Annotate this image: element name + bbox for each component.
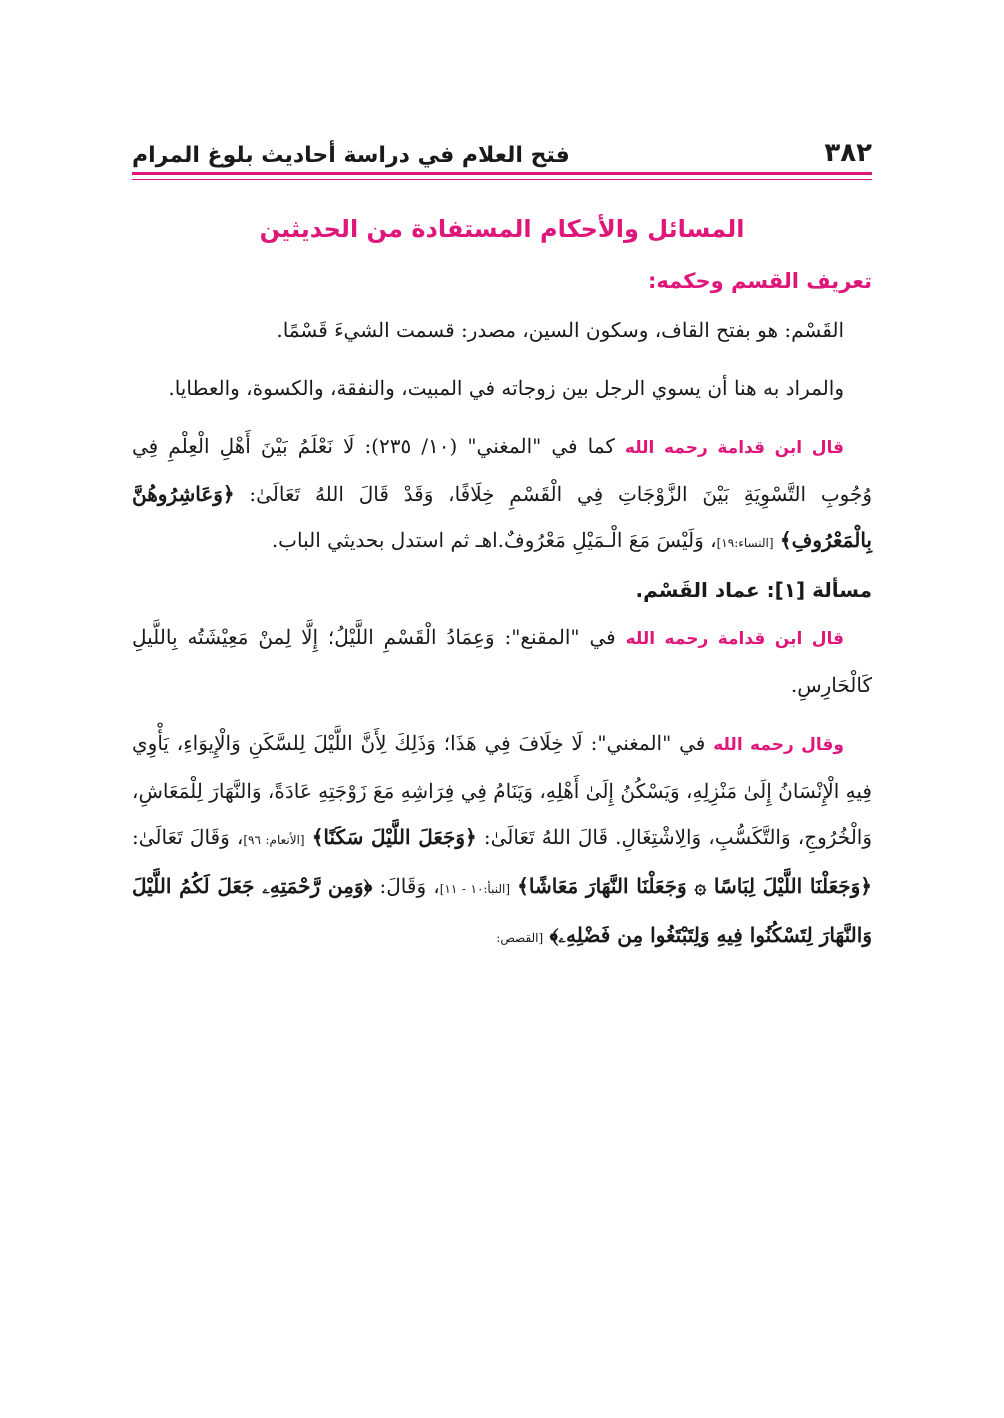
paragraph-ibn-qudama-muqni — [132, 614, 872, 708]
masala-heading — [132, 578, 872, 602]
subheading-definition: تعريف القسم وحكمه: — [648, 269, 872, 293]
verse-reference: [الأنعام: ٩٦] — [243, 833, 305, 847]
header-rule-thin — [132, 179, 872, 180]
page-header — [132, 128, 872, 168]
paragraph-definition: القَسْم: هو بفتح القاف، وسكون السين، مصدر: قسمت الشيءَ قَسْمًا. — [276, 318, 844, 342]
book-title: فتح العلام في دراسة أحاديث بلوغ المرام — [132, 143, 570, 168]
section-title: المسائل والأحكام المستفادة من الحديثين — [259, 215, 745, 243]
quran-verse: ﴿وَعَاشِرُوهُنَّ بِالْمَعْرُوفِ﴾ — [132, 482, 872, 552]
verse-reference: [النبأ:١٠ - ١١] — [439, 882, 511, 896]
speaker-label: قال ابن قدامة رحمه الله — [625, 629, 845, 649]
header-rule-thick — [132, 172, 872, 175]
quote-text: ، وَقَالَ: — [372, 874, 440, 898]
quote-text: ، وَلَيْسَ مَعَ الْـمَيْلِ مَعْرُوفٌ.اهـ ثم استدل بحديثي الباب. — [271, 528, 717, 552]
paragraph-ibn-qudama-mughni — [132, 423, 872, 566]
quran-verse: ﴿وَمِن رَّحْمَتِهِۦ جَعَلَ لَكُمُ اللَّيْلَ وَالنَّهَارَ لِتَسْكُنُوا فِيهِ وَلِتَبْتَغُوا مِن فَضْلِهِۦ﴾ — [132, 874, 872, 947]
quote-text: في "المغني": لَا خِلَافَ فِي هَذَا؛ وَذَلِكَ لِأَنَّ اللَّيْلَ لِلسَّكَنِ وَالْإِيوَاءِ، يَأْوِي فِيهِ الْإِنْسَانُ إِلَىٰ مَنْزِلِهِ، وَيَسْكُنُ إِلَىٰ أَهْلِهِ، وَيَنَامُ فِي فِرَاشِهِ مَعَ زَوْجَتِهِ عَادَةً، وَالنَّهَارَ لِلْمَعَاشِ، وَالْخُرُوجِ، وَالتَّكَسُّبِ، وَالِاشْتِغَالِ. قَالَ اللهُ تَعَالَىٰ: — [132, 731, 873, 849]
masala-title: عماد القَسْم. — [635, 578, 767, 602]
quote-text: ، وَقَالَ تَعَالَىٰ: — [132, 825, 244, 849]
speaker-label: قال ابن قدامة رحمه الله — [624, 438, 844, 458]
page-number: ٣٨٢ — [824, 138, 872, 168]
quote-text: في "المقنع": وَعِمَادُ الْقَسْمِ اللَّيْلُ؛ إِلَّا لِمنْ مَعِيْشَتُه بِاللَّيلِ كَالْحَارِسِ. — [132, 625, 872, 697]
page-body — [132, 205, 872, 973]
paragraph-ibn-qudama-night — [132, 720, 872, 961]
paragraph-meaning: والمراد به هنا أن يسوي الرجل بين زوجاته في المبيت، والنفقة، والكسوة، والعطايا. — [168, 376, 844, 400]
verse-reference: [القصص: — [496, 931, 544, 945]
masala-label: مسألة [١]: — [766, 578, 872, 602]
quran-verse: ﴿وَجَعَلَ اللَّيْلَ سَكَنًا﴾ — [311, 825, 477, 849]
speaker-label: وقال رحمه الله — [713, 735, 844, 755]
quran-verse: ﴿وَجَعَلْنَا اللَّيْلَ لِبَاسًا ۞ وَجَعَلْنَا النَّهَارَ مَعَاشًا﴾ — [517, 874, 873, 898]
verse-reference: [النساء:١٩] — [716, 536, 774, 550]
quote-text: كما في "المغني" (١٠/ ٢٣٥): لَا نَعْلَمُ بَيْنَ أَهْلِ الْعِلْمِ فِي وُجُوبِ التَّسْوِيَةِ بَيْنَ الزَّوْجَاتِ فِي الْقَسْمِ خِلَافًا، وَقَدْ قَالَ اللهُ تَعَالَىٰ: — [132, 434, 872, 506]
